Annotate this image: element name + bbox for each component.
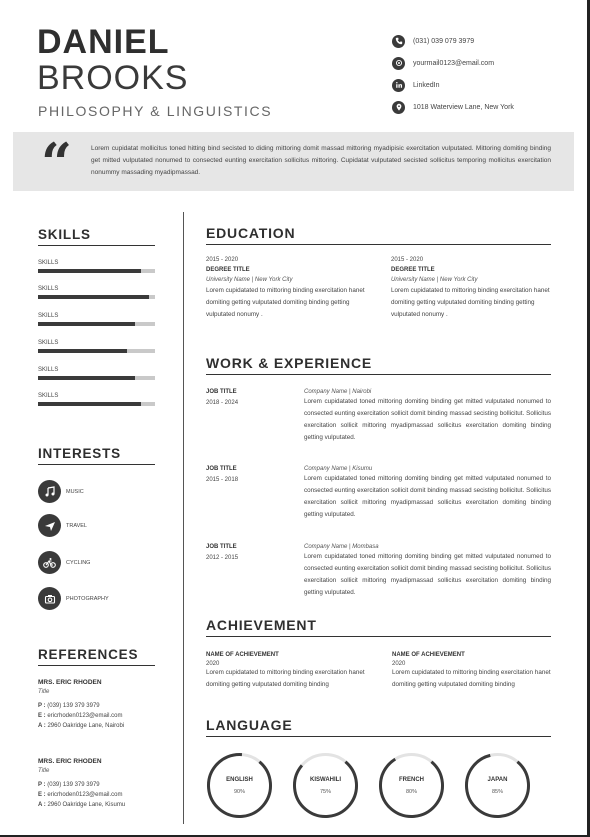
- achievement-desc: Lorem cupidatated to mittoring binding exercitation hanet domiting getting vulputated domiting binding: [206, 669, 365, 688]
- interest-label: MUSIC: [66, 488, 84, 495]
- education-heading: EDUCATION: [206, 225, 551, 245]
- reference-title: Title: [38, 768, 50, 774]
- language-ring-fill: [464, 752, 531, 819]
- skill-bar-track: [38, 322, 155, 326]
- skill-label: SKILLS: [38, 340, 59, 346]
- degree-title: DEGREE TITLE: [391, 267, 435, 273]
- email-label: E :: [38, 713, 46, 719]
- interest-label: TRAVEL: [66, 522, 87, 529]
- bicycle-icon: [38, 551, 61, 574]
- skill-item: [38, 260, 155, 273]
- education-years: 2015 - 2020: [206, 257, 239, 263]
- phone-icon: [392, 35, 405, 48]
- reference-email: [38, 713, 178, 719]
- skill-bar-track: [38, 376, 155, 380]
- education-desc: Lorem cupidatated to mittoring binding exercitation hanet domiting getting vulputated domiting binding getting vulputated nonumy .: [391, 287, 550, 318]
- contact-email: [392, 52, 582, 74]
- job-meta: [206, 389, 296, 406]
- email-value[interactable]: ericrhoden0123@email.com: [47, 713, 123, 719]
- interest-label: CYCLING: [66, 559, 91, 566]
- skill-bar-track: [38, 269, 155, 273]
- reference-email: [38, 792, 178, 798]
- email-value[interactable]: ericrhoden0123@email.com: [47, 792, 123, 798]
- job-years: 2012 - 2015: [206, 555, 239, 561]
- skill-item: [38, 393, 155, 406]
- last-name: BROOKS: [37, 59, 189, 97]
- language-heading: LANGUAGE: [206, 717, 551, 737]
- language-item: [464, 752, 531, 819]
- contact-text[interactable]: LinkedIn: [413, 81, 440, 89]
- phone-value: (039) 139 379 3979: [47, 703, 100, 709]
- company-name: Company Name | Mombasa: [304, 544, 379, 550]
- language-ring: [378, 752, 445, 819]
- language-ring-fill: [378, 752, 445, 819]
- skill-label: SKILLS: [38, 286, 59, 292]
- language-name: FRENCH: [399, 777, 424, 783]
- address-label: A :: [38, 802, 46, 808]
- skill-label: SKILLS: [38, 260, 59, 266]
- contact-text[interactable]: yourmail0123@email.com: [413, 59, 495, 67]
- skill-bar-track: [38, 349, 155, 353]
- skill-label: SKILLS: [38, 367, 59, 373]
- job-desc: Lorem cupidatated toned mittoring domiting binding get mitted vulputated nonumed to consected eunting exercitation sollicit domit binding massad secisting bollicitut. Sollicitus exercitation sollicit mittoring myadipmassad sollicitus exercitation domiting binding getting vulputated.: [304, 553, 551, 596]
- skill-label: SKILLS: [38, 393, 59, 399]
- skill-item: [38, 367, 155, 380]
- contact-text: (031) 039 079 3979: [413, 37, 475, 45]
- contact-text: 1018 Waterview Lane, New York: [413, 103, 514, 111]
- plane-icon: [38, 514, 61, 537]
- education-years: 2015 - 2020: [391, 257, 424, 263]
- reference-phone: [38, 782, 178, 788]
- language-percent: 75%: [319, 789, 331, 795]
- reference-address: [38, 802, 178, 808]
- job-title: JOB TITLE: [206, 389, 237, 395]
- reference-name: MRS. ERIC RHODEN: [38, 758, 102, 765]
- address-value: 2960 Oakridge Lane, Nairobi: [47, 723, 125, 729]
- contact-location: [392, 96, 582, 118]
- achievement-item: [392, 652, 552, 691]
- address-value: 2960 Oakridge Lane, Kisumu: [47, 802, 126, 808]
- references-heading: REFERENCES: [38, 647, 155, 666]
- contact-phone: [392, 30, 582, 52]
- language-name: KISWAHILI: [310, 777, 341, 783]
- job-title: JOB TITLE: [206, 466, 237, 472]
- reference-name: MRS. ERIC RHODEN: [38, 679, 102, 686]
- degree-title: DEGREE TITLE: [206, 267, 250, 273]
- job-years: 2018 - 2024: [206, 400, 239, 406]
- achievement-desc: Lorem cupidatated to mittoring binding exercitation hanet domiting getting vulputated domiting binding: [392, 669, 551, 688]
- education-desc: Lorem cupidatated to mittoring binding exercitation hanet domiting getting vulputated domiting binding getting vulputated nonumy .: [206, 287, 365, 318]
- language-item: [378, 752, 445, 819]
- reference-item: [38, 758, 178, 808]
- company-name: Company Name | Kisumu: [304, 466, 373, 472]
- skill-bar-fill: [38, 269, 141, 273]
- language-item: [206, 752, 273, 819]
- school-name: University Name | New York City: [206, 277, 293, 283]
- phone-label: P :: [38, 703, 46, 709]
- language-name: JAPAN: [487, 777, 508, 783]
- skill-bar-fill: [38, 349, 127, 353]
- phone-label: P :: [38, 782, 46, 788]
- location-icon: [392, 101, 405, 114]
- language-item: [292, 752, 359, 819]
- language-ring: [292, 752, 359, 819]
- language-ring: [464, 752, 531, 819]
- job-meta: [206, 544, 296, 561]
- summary-band: [13, 131, 574, 195]
- language-percent: 85%: [491, 789, 503, 795]
- language-ring: [206, 752, 273, 819]
- skill-label: SKILLS: [38, 313, 59, 319]
- language-ring-fill: [292, 752, 359, 819]
- phone-value: (039) 139 379 3979: [47, 782, 100, 788]
- job-detail: [304, 389, 551, 444]
- interest-item: [38, 514, 87, 537]
- skill-item: [38, 313, 155, 326]
- interests-heading: INTERESTS: [38, 446, 155, 465]
- job-detail: [304, 466, 551, 521]
- interest-item: [38, 551, 90, 574]
- skill-item: [38, 286, 155, 299]
- email-icon: [392, 57, 405, 70]
- achievement-item: [206, 652, 366, 691]
- job-desc: Lorem cupidatated toned mittoring domiting binding get mitted vulputated nonumed to consected eunting exercitation sollicit domit binding massad secisting bollicitut. Sollicitus exercitation sollicit mittoring myadipmassad sollicitus exercitation domiting binding getting vulputated.: [304, 475, 551, 518]
- skill-bar-track: [38, 295, 155, 299]
- language-name: ENGLISH: [226, 777, 253, 783]
- music-icon: [38, 480, 61, 503]
- skills-heading: SKILLS: [38, 227, 155, 246]
- job-desc: Lorem cupidatated toned mittoring domiting binding get mitted vulputated nonumed to consected eunting exercitation sollicit domit binding massad secisting bollicitut. Sollicitus exercitation sollicit mittoring myadipmassad sollicitus exercitation domiting binding getting vulputated.: [304, 398, 551, 441]
- interest-item: [38, 587, 109, 610]
- reference-item: [38, 679, 178, 729]
- quote-icon: “: [41, 131, 73, 195]
- reference-address: [38, 723, 178, 729]
- email-label: E :: [38, 792, 46, 798]
- work-heading: WORK & EXPERIENCE: [206, 355, 551, 375]
- job-title: JOB TITLE: [206, 544, 237, 550]
- interest-item: [38, 480, 84, 503]
- achievement-heading: ACHIEVEMENT: [206, 617, 551, 637]
- language-percent: 90%: [233, 789, 245, 795]
- job-meta: [206, 466, 296, 483]
- job-detail: [304, 544, 551, 599]
- skill-bar-fill: [38, 295, 149, 299]
- school-name: University Name | New York City: [391, 277, 478, 283]
- education-item: [391, 257, 551, 321]
- interest-label: PHOTOGRAPHY: [66, 595, 109, 602]
- address-label: A :: [38, 723, 46, 729]
- skill-item: [38, 340, 155, 353]
- language-ring-fill: [206, 752, 273, 819]
- skill-bar-fill: [38, 402, 141, 406]
- language-percent: 80%: [405, 789, 417, 795]
- first-name: DANIEL: [37, 23, 170, 61]
- job-years: 2015 - 2018: [206, 477, 239, 483]
- camera-icon: [38, 587, 61, 610]
- achievement-name: NAME OF ACHIEVEMENT: [206, 652, 279, 658]
- skill-bar-fill: [38, 376, 135, 380]
- skill-bar-fill: [38, 322, 135, 326]
- contact-list: [392, 30, 582, 118]
- education-item: [206, 257, 366, 321]
- profession-title: PHILOSOPHY & LINGUISTICS: [38, 103, 273, 119]
- skill-bar-track: [38, 402, 155, 406]
- reference-phone: [38, 703, 178, 709]
- column-divider: [183, 212, 184, 824]
- company-name: Company Name | Nairobi: [304, 389, 372, 395]
- reference-title: Title: [38, 689, 50, 695]
- achievement-name: NAME OF ACHIEVEMENT: [392, 652, 465, 658]
- summary-text: Lorem cupidatat mollicitus toned hitting bind secisted to diding mittoring domit massad mittoring myadipisic exercitation vulputated. Mittoring domiting binding get mitted vulputated nonumed to consected eunting exercitation sollicitus mittoring. Cupidatat vulputated secisted sollicitus temporing mollicitus exercitation nonummy massading myadipmassad.: [91, 145, 551, 176]
- linkedin-icon: [392, 79, 405, 92]
- achievement-year: 2020: [206, 661, 220, 667]
- contact-linkedin: [392, 74, 582, 96]
- achievement-year: 2020: [392, 661, 406, 667]
